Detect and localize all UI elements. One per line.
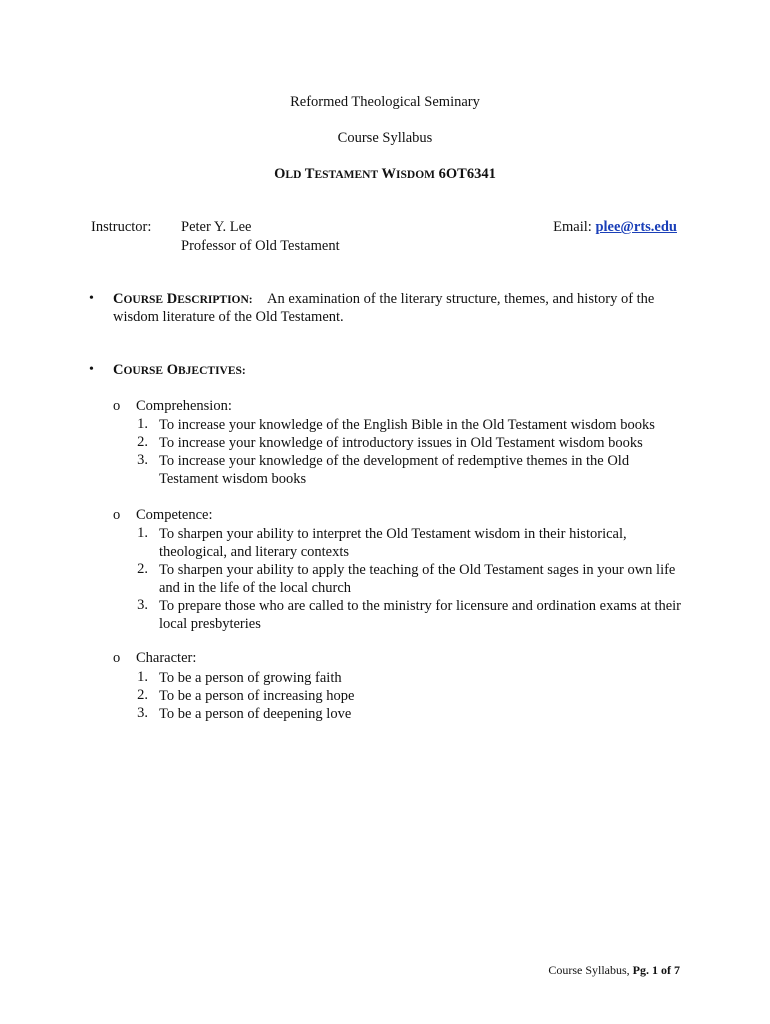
list-item: To sharpen your ability to interpret the Old Testament wisdom in their historical, theological, and literary contexts [159,526,627,560]
list-number: 3. [137,705,148,721]
group-marker: o [113,650,121,666]
title-part: LD [285,169,302,181]
document-type: Course Syllabus [337,130,433,146]
heading-part: D [166,291,178,307]
group-label: Comprehension: [136,398,232,414]
list-number: 2. [137,561,148,577]
heading-part: OURSE [123,365,164,377]
heading-part: OURSE [123,294,164,306]
list-item: To increase your knowledge of the English Bible in the Old Testament wisdom books [159,417,655,433]
page-footer [548,963,680,978]
institution-name: Reformed Theological Seminary [290,94,480,110]
list-item: To be a person of increasing hope [159,688,355,704]
title-part: T [304,166,315,182]
objectives-heading [113,362,246,379]
description-heading [113,291,253,308]
description-text-2: wisdom literature of the Old Testament. [113,309,344,325]
list-item: To prepare those who are called to the ministry for licensure and ordination exams at their local presbyteries [159,598,682,632]
description-text-1: An examination of the literary structure, themes, and history of the [267,291,655,307]
bullet-icon: • [89,291,94,306]
list-number: 3. [137,597,148,613]
heading-part: BJECTIVES: [178,365,246,377]
title-part: ISDOM [396,169,436,181]
instructor-label: Instructor: [91,219,152,235]
page-number: Pg. 1 of 7 [632,963,680,977]
heading-part: C [113,362,124,378]
email-label: Email: [553,219,592,235]
list-item: To increase your knowledge of introductory issues in Old Testament wisdom books [159,435,643,451]
list-number: 2. [137,687,148,703]
group-label: Competence: [136,507,213,523]
list-number: 3. [137,452,148,468]
group-marker: o [113,398,121,414]
instructor-name: Peter Y. Lee [181,219,252,235]
email-line [553,219,677,236]
email-link[interactable]: plee@rts.edu [595,219,677,235]
title-part: W [381,166,397,182]
list-item: To be a person of deepening love [159,706,352,722]
list-item: To sharpen your ability to apply the teaching of the Old Testament sages in your own life and in the life of the local church [159,562,676,596]
heading-part: C [113,291,124,307]
group-label: Character: [136,650,197,666]
list-item: To increase your knowledge of the development of redemptive themes in the Old Testament wisdom books [159,453,630,487]
instructor-title: Professor of Old Testament [181,238,340,254]
title-part: ESTAMENT [314,169,379,181]
title-part: O [274,166,286,182]
heading-part: ESCRIPTION: [177,294,253,306]
list-number: 1. [137,416,148,432]
list-number: 1. [137,525,148,541]
course-title [0,166,770,183]
bullet-icon: • [89,362,94,377]
list-item: To be a person of growing faith [159,670,342,686]
list-number: 2. [137,434,148,450]
course-code: 6OT6341 [438,166,496,182]
list-number: 1. [137,669,148,685]
heading-part: O [166,362,179,378]
footer-prefix: Course Syllabus, [548,963,633,977]
group-marker: o [113,507,121,523]
